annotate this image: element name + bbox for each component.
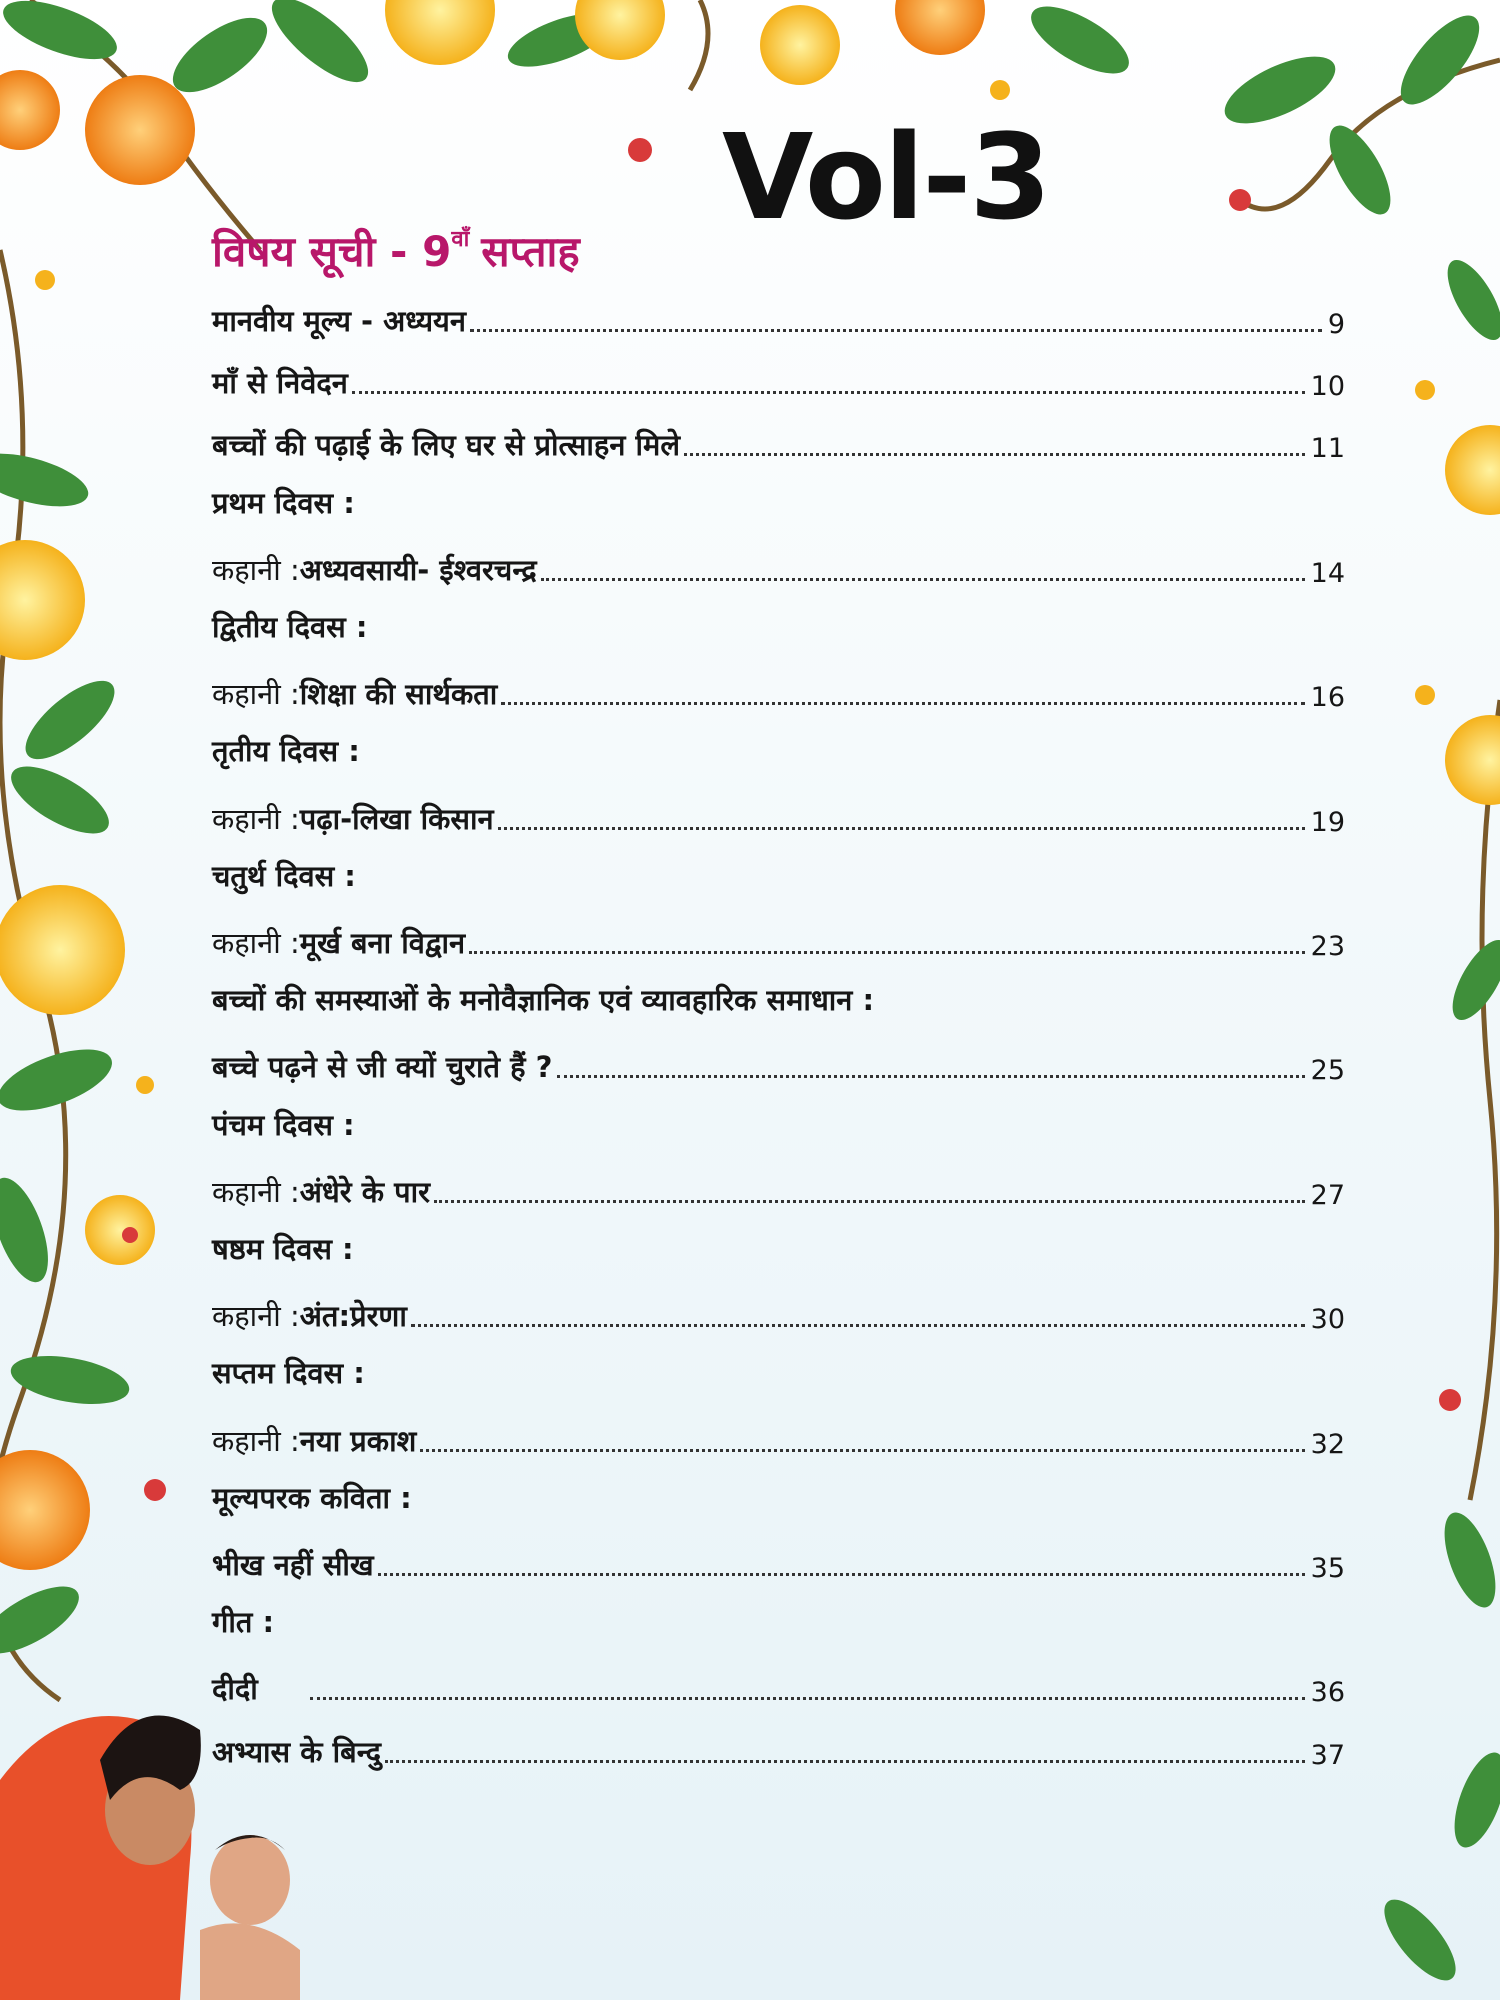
story-prefix: कहानी : — [212, 1299, 300, 1333]
toc-entry-label: अंत:प्रेरणा — [299, 1299, 407, 1333]
section-heading: सप्तम दिवस : — [212, 1356, 365, 1390]
toc-entry-page: 10 — [1310, 371, 1345, 402]
toc-entry-label: शिक्षा की सार्थकता — [299, 677, 498, 711]
volume-label: Vol-3 — [722, 108, 1050, 246]
toc-entry[interactable] — [212, 1540, 1345, 1584]
toc-entry-label: पढ़ा-लिखा किसान — [299, 802, 494, 836]
dot-leader — [310, 1697, 1305, 1700]
story-prefix: कहानी : — [212, 926, 300, 960]
toc-entry-label: अभ्यास के बिन्दु — [212, 1735, 382, 1769]
section-heading: चतुर्थ दिवस : — [212, 859, 356, 893]
toc-entry[interactable] — [212, 794, 1345, 838]
dot-leader — [498, 827, 1305, 830]
dot-leader — [420, 1449, 1304, 1452]
toc-entry-label: नया प्रकाश — [299, 1424, 417, 1458]
section-heading: पंचम दिवस : — [212, 1108, 355, 1142]
toc-entry-label: अध्यवसायी- ईश्वरचन्द्र — [299, 553, 537, 587]
toc-entry[interactable] — [212, 420, 1345, 464]
toc-entry[interactable] — [212, 1664, 1345, 1708]
dot-leader — [352, 391, 1305, 394]
toc-entry-page: 37 — [1310, 1740, 1345, 1771]
toc-entry[interactable] — [212, 545, 1345, 589]
dot-leader — [385, 1760, 1305, 1763]
section-heading: प्रथम दिवस : — [212, 486, 355, 520]
toc-entry-page: 9 — [1327, 309, 1345, 340]
toc-entry-page: 27 — [1310, 1180, 1345, 1211]
toc-entry-label: बच्चे पढ़ने से जी क्यों चुराते हैं ? — [212, 1050, 553, 1084]
toc-entry-label: भीख नहीं सीख — [212, 1548, 374, 1582]
toc-entry-page: 14 — [1310, 558, 1345, 589]
story-prefix: कहानी : — [212, 802, 300, 836]
dot-leader — [501, 702, 1304, 705]
toc-entry-page: 11 — [1310, 433, 1345, 464]
toc-entry[interactable] — [212, 1167, 1345, 1211]
section-heading: तृतीय दिवस : — [212, 734, 360, 768]
toc-entry-page: 32 — [1310, 1429, 1345, 1460]
toc-entry-page: 36 — [1310, 1677, 1345, 1708]
toc-entry[interactable] — [212, 296, 1345, 340]
story-prefix: कहानी : — [212, 1424, 300, 1458]
toc-title-suffix: सप्ताह — [481, 227, 580, 276]
toc-entry-page: 25 — [1310, 1055, 1345, 1086]
toc-entry[interactable] — [212, 1727, 1345, 1771]
toc-entry[interactable] — [212, 918, 1345, 962]
toc-entry-page: 30 — [1310, 1304, 1345, 1335]
section-heading: द्वितीय दिवस : — [212, 610, 368, 644]
section-heading: मूल्यपरक कविता : — [212, 1481, 412, 1515]
story-prefix: कहानी : — [212, 1175, 300, 1209]
dot-leader — [434, 1200, 1305, 1203]
toc-entry[interactable] — [212, 1042, 1345, 1086]
dot-leader — [557, 1075, 1305, 1078]
toc-entry-page: 16 — [1310, 682, 1345, 713]
toc-entry[interactable] — [212, 1416, 1345, 1460]
toc-entry-page: 23 — [1310, 931, 1345, 962]
toc-entry-page: 19 — [1310, 807, 1345, 838]
story-prefix: कहानी : — [212, 553, 300, 587]
dot-leader — [469, 951, 1305, 954]
section-heading: बच्चों की समस्याओं के मनोवैज्ञानिक एवं व्यावहारिक समाधान : — [212, 983, 875, 1017]
dot-leader — [684, 453, 1305, 456]
dot-leader — [378, 1573, 1305, 1576]
toc-entry-page: 35 — [1310, 1553, 1345, 1584]
toc-entry-label: बच्चों की पढ़ाई के लिए घर से प्रोत्साहन मिले — [212, 428, 681, 462]
toc-entry[interactable] — [212, 358, 1345, 402]
toc-entry-label: मूर्ख बना विद्वान — [299, 926, 466, 960]
dot-leader — [470, 329, 1322, 332]
toc-entry-label: अंधेरे के पार — [299, 1175, 430, 1209]
toc-title-superscript: वाँ — [451, 227, 470, 252]
section-heading: गीत : — [212, 1605, 275, 1639]
section-heading: षष्ठम दिवस : — [212, 1232, 354, 1266]
toc-title-text: विषय सूची - — [212, 227, 423, 276]
toc-entry-label: दीदी — [212, 1672, 258, 1706]
toc-entry-label: मानवीय मूल्य - अध्ययन — [212, 304, 466, 338]
toc-entry-label: माँ से निवेदन — [212, 366, 348, 400]
dot-leader — [411, 1324, 1305, 1327]
toc-entry[interactable] — [212, 669, 1345, 713]
toc-entry[interactable] — [212, 1291, 1345, 1335]
story-prefix: कहानी : — [212, 677, 300, 711]
dot-leader — [541, 578, 1305, 581]
toc-title-number: 9 — [422, 227, 452, 276]
